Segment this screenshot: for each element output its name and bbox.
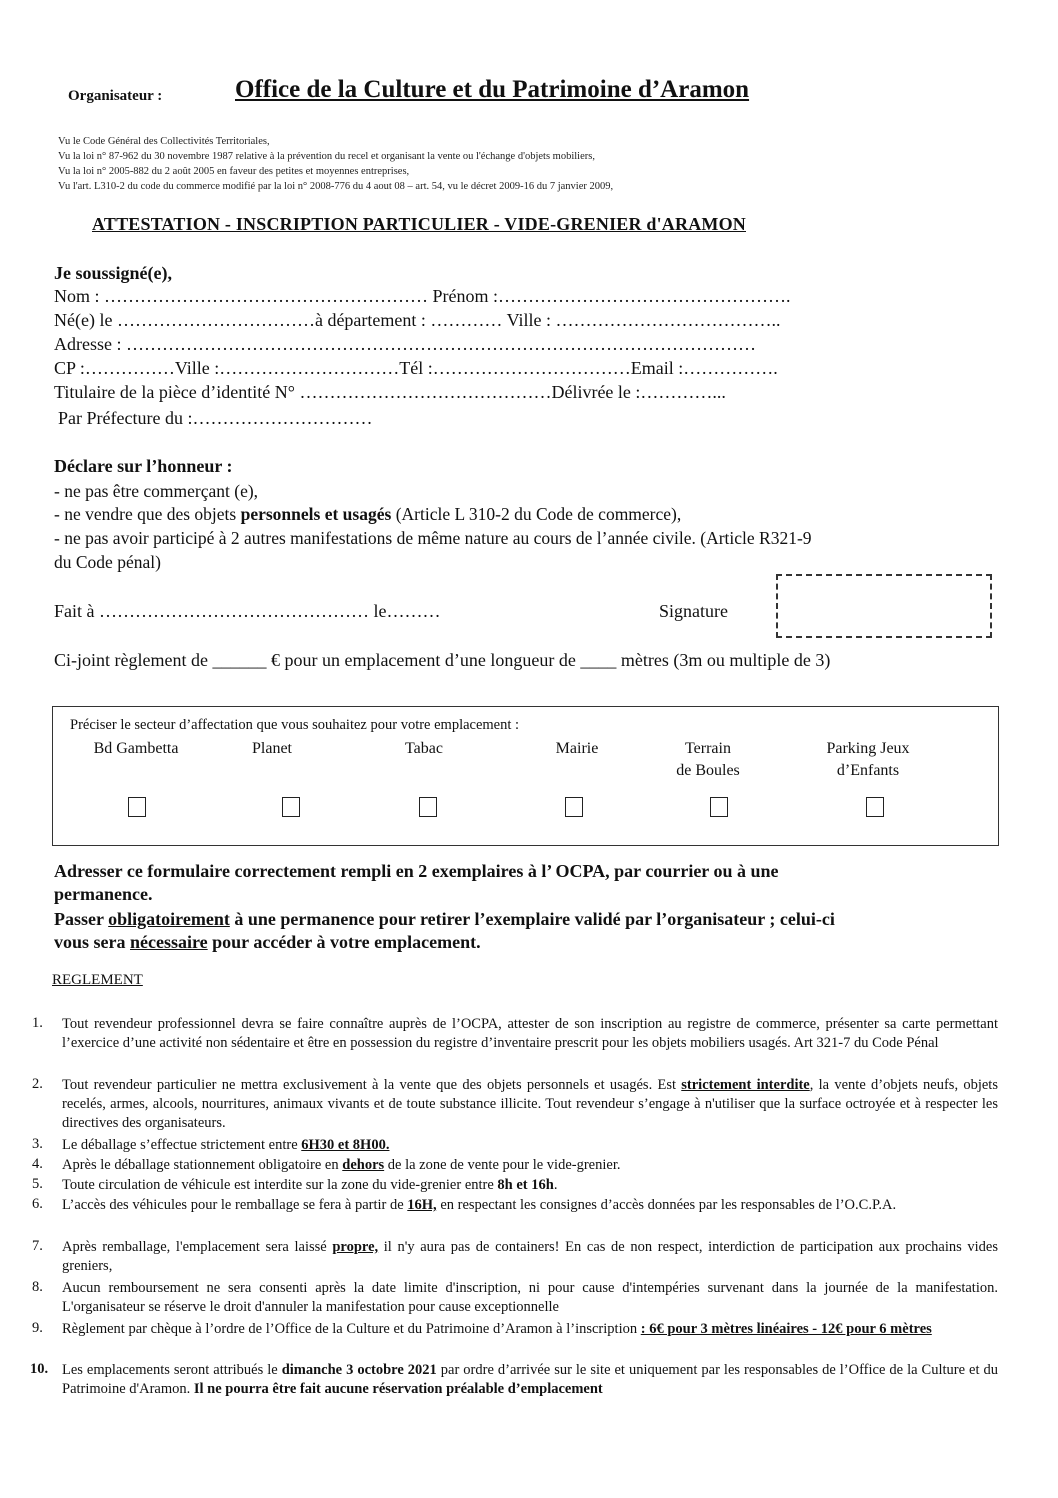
field-cp-ville-tel-email[interactable]: CP :……………Ville :…………………………Tél :……………………………Email :……………. [54, 358, 778, 378]
payment-line[interactable]: Ci-joint règlement de ______ € pour un emplacement d’une longueur de ____ mètres (3m ou multiple de 3) [54, 650, 831, 670]
organizer-label: Organisateur : [68, 88, 163, 104]
rule-text: Après remballage, l'emplacement sera laissé propre, il n'y aura pas de containers! En cas de non respect, interdiction de participation aux prochains vides greniers, [62, 1239, 998, 1274]
instruction-line-2: permanence. [54, 884, 153, 904]
field-nom-prenom[interactable]: Nom : ……………………………………………… Prénom :…………………………………………. [54, 286, 791, 306]
identity-heading: Je soussigné(e), [54, 263, 172, 283]
checkbox-parking-jeux-enfants[interactable] [866, 797, 884, 817]
field-piece-identite[interactable]: Titulaire de la pièce d’identité N° ……………………………………Délivrée le :…………... [54, 382, 726, 402]
rule-number: 3. [32, 1136, 43, 1152]
sector-tabac: Tabac [405, 740, 443, 757]
declaration-item-1: - ne pas être commerçant (e), [54, 481, 259, 501]
rule-text: Règlement par chèque à l’ordre de l’Office de la Culture et du Patrimoine d’Aramon à l’inscription : 6€ pour 3 mètres linéaires - 12€ pour 6 mètres [62, 1321, 932, 1337]
declaration-item-3-cont: du Code pénal) [54, 552, 161, 572]
sector-bd-gambetta: Bd Gambetta [93, 740, 179, 757]
organizer-name: Office de la Culture et du Patrimoine d’Aramon [235, 76, 750, 103]
declaration-item-2: - ne vendre que des objets personnels et usagés (Article L 310-2 du Code de commerce), [54, 504, 682, 524]
rule-text: Après le déballage stationnement obligatoire en dehors de la zone de vente pour le vide-grenier. [62, 1157, 621, 1173]
rule-text: Les emplacements seront attribués le dimanche 3 octobre 2021 par ordre d’arrivée sur le site et uniquement par les responsables de l’Office de la Culture et du Patrimoine d'Aramon. Il ne pourra être fait aucune réservation préalable d’emplacement [62, 1362, 998, 1397]
reglement-title: REGLEMENT [52, 972, 143, 988]
rule-number: 5. [32, 1176, 43, 1192]
checkbox-terrain-de-boules[interactable] [710, 797, 728, 817]
sector-parking-jeux-enfants: Parking Jeux d’Enfants [826, 740, 910, 779]
rule-text: Le déballage s’effectue strictement entre 6H30 et 8H00. [62, 1137, 390, 1153]
declaration-heading: Déclare sur l’honneur : [54, 456, 233, 476]
instruction-line-4: vous sera nécessaire pour accéder à votre emplacement. [54, 932, 481, 952]
rule-number: 9. [32, 1320, 43, 1336]
legal-ref-3: Vu la loi n° 2005-882 du 2 août 2005 en faveur des petites et moyennes entreprises, [58, 166, 410, 177]
sector-mairie: Mairie [555, 740, 599, 757]
field-naissance[interactable]: Né(e) le ……………………………à département : ………… Ville : ……………………………….. [54, 310, 781, 330]
rule-number: 4. [32, 1156, 43, 1172]
instruction-line-3: Passer obligatoirement à une permanence pour retirer l’exemplaire validé par l’organisateur ; celui-ci [54, 909, 835, 929]
instruction-line-1: Adresser ce formulaire correctement rempli en 2 exemplaires à l’ OCPA, par courrier ou à une [54, 861, 779, 881]
legal-ref-2: Vu la loi n° 87-962 du 30 novembre 1987 relative à la prévention du recel et organisant la vente ou l'échange d'objets mobiliers, [58, 151, 595, 162]
rule-number: 2. [32, 1076, 43, 1092]
rule-number: 1. [32, 1015, 43, 1031]
checkbox-mairie[interactable] [565, 797, 583, 817]
rule-text: L’accès des véhicules pour le remballage se fera à partir de 16H, en respectant les consignes d’accès données par les responsables de l’O.C.P.A. [62, 1197, 897, 1213]
rule-number: 10. [30, 1361, 49, 1377]
checkbox-tabac[interactable] [419, 797, 437, 817]
field-fait-a[interactable]: Fait à ……………………………………… le……… [54, 601, 441, 621]
signature-label: Signature [659, 601, 728, 621]
rule-text: Toute circulation de véhicule est interdite sur la zone du vide-grenier entre 8h et 16h. [62, 1177, 558, 1193]
rule-number: 7. [32, 1238, 43, 1254]
rule-text: Aucun remboursement ne sera consenti après la date limite d'inscription, ni pour cause d'intempéries survenant dans la journée de la manifestation. L'organisateur se réserve le droit d'annuler la manifestation pour cause exceptionnelle [62, 1280, 998, 1315]
field-prefecture[interactable]: Par Préfecture du :………………………… [58, 408, 373, 428]
field-adresse[interactable]: Adresse : …………………………………………………………………………………………… [54, 334, 756, 354]
sector-intro: Préciser le secteur d’affectation que vous souhaitez pour votre emplacement : [70, 717, 520, 733]
rule-number: 6. [32, 1196, 43, 1212]
legal-ref-4: Vu l'art. L310-2 du code du commerce modifié par la loi n° 2008-776 du 4 aout 08 – art. 54, vu le décret 2009-16 du 7 janvier 2009, [58, 181, 614, 192]
rule-number: 8. [32, 1279, 43, 1295]
sector-terrain-de-boules: Terrain de Boules [676, 740, 740, 779]
signature-box[interactable] [776, 574, 992, 638]
declaration-item-3: - ne pas avoir participé à 2 autres manifestations de même nature au cours de l’année civile. (Article R321-9 [54, 528, 812, 548]
form-title: ATTESTATION - INSCRIPTION PARTICULIER - VIDE-GRENIER d'ARAMON [92, 214, 746, 234]
legal-ref-1: Vu le Code Général des Collectivités Territoriales, [58, 136, 270, 147]
checkbox-bd-gambetta[interactable] [128, 797, 146, 817]
rule-text: Tout revendeur professionnel devra se faire connaître auprès de l’OCPA, attester de son inscription au registre de commerce, présenter sa carte permettant l’exercice d’une activité non sédentaire et être en possession du registre d’inventaire prescrit pour les objets mobiliers usagés. Art 321-7 du Code Pénal [62, 1016, 998, 1051]
rule-text: Tout revendeur particulier ne mettra exclusivement à la vente que des objets personnels et usagés. Est strictement interdite, la vente d’objets neufs, objets recelés, armes, alcools, nourritures, animaux vivants et de toute substance illicite. Tout revendeur s’engage à n'utiliser que la surface octroyée et à respecter les directives des organisateurs. [62, 1077, 998, 1131]
checkbox-planet[interactable] [282, 797, 300, 817]
sector-planet: Planet [252, 740, 292, 757]
